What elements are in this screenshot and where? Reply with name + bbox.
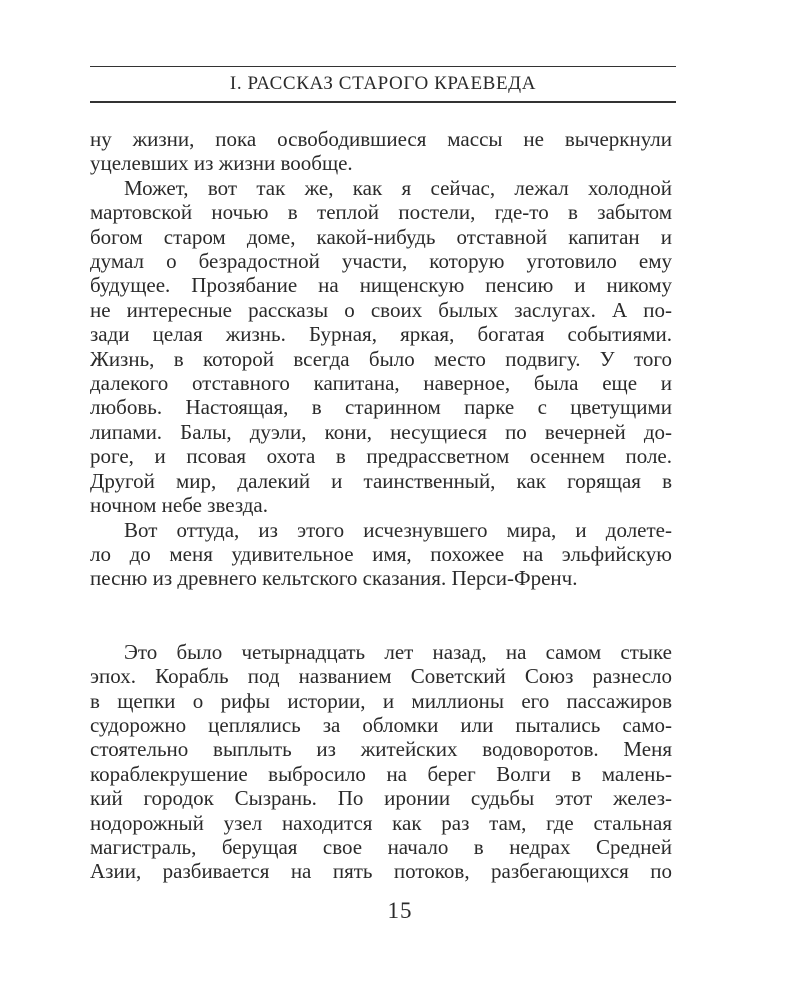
text-line: стоятельно выплыть из житейских водоворотов. Меня xyxy=(90,737,672,762)
text-line: кораблекрушение выбросило на берег Волги в малень- xyxy=(90,761,672,786)
paragraph-captain xyxy=(90,176,672,518)
text-line: Другой мир, далекий и таинственный, как горящая в xyxy=(90,468,672,493)
text-line: песню из древнего кельтского сказания. Перси-Френч. xyxy=(90,566,578,591)
text-line: зади целая жизнь. Бурная, яркая, богатая событиями. xyxy=(90,322,672,347)
header-top-rule xyxy=(90,66,676,67)
section-break xyxy=(90,591,672,640)
text-line: ло до меня удивительное имя, похожее на эльфийскую xyxy=(90,541,672,566)
text-line: Может, вот так же, как я сейчас, лежал холодной xyxy=(124,175,672,200)
text-line: Вот оттуда, из этого исчезнувшего мира, и долете- xyxy=(124,517,672,542)
text-line: любовь. Настоящая, в старинном парке с цветущими xyxy=(90,395,672,420)
page-number: 15 xyxy=(387,898,413,923)
text-line: думал о безрадостной участи, которую уготовило ему xyxy=(90,249,672,274)
text-line: далекого отставного капитана, наверное, была еще и xyxy=(90,371,672,396)
text-line: в щепки о рифы истории, и миллионы его пассажиров xyxy=(90,688,672,713)
text-line: Азии, разбивается на пять потоков, разбегающихся по xyxy=(90,859,672,884)
text-line: липами. Балы, дуэли, кони, несущиеся по вечерней до- xyxy=(90,419,672,444)
text-line: будущее. Прозябание на нищенскую пенсию и никому xyxy=(90,273,672,298)
text-line: Жизнь, в которой всегда было место подвигу. У того xyxy=(90,346,672,371)
header-bottom-rule xyxy=(90,101,676,103)
running-title: I. РАССКАЗ СТАРОГО КРАЕВЕДА xyxy=(229,73,537,94)
text-line: не интересные рассказы о своих былых заслугах. А по- xyxy=(90,297,672,322)
text-line: судорожно цеплялись за обломки или пытались само- xyxy=(90,712,672,737)
text-line: мартовской ночью в теплой постели, где-то в забытом xyxy=(90,200,672,225)
text-line: уцелевших из жизни вообще. xyxy=(90,151,353,176)
running-header xyxy=(90,66,676,103)
text-line: роге, и псовая охота в предрассветном осеннем поле. xyxy=(90,444,672,469)
paragraph-fourteen-years xyxy=(90,640,672,884)
paragraph-continuation xyxy=(90,127,672,176)
text-line: ну жизни, пока освободившиеся массы не вычеркнули xyxy=(90,127,672,151)
page-body xyxy=(90,127,672,884)
text-line: нодорожный узел находится как раз там, где стальная xyxy=(90,810,672,835)
text-line: кий городок Сызрань. По иронии судьбы этот желез- xyxy=(90,786,672,811)
text-line: Это было четырнадцать лет назад, на самом стыке xyxy=(124,639,672,664)
text-line: богом старом доме, какой-нибудь отставной капитан и xyxy=(90,224,672,249)
text-line: ночном небе звезда. xyxy=(90,493,269,518)
text-line: магистраль, берущая свое начало в недрах Средней xyxy=(90,834,672,859)
paragraph-name xyxy=(90,518,672,591)
text-line: эпох. Корабль под названием Советский Союз разнесло xyxy=(90,664,672,689)
